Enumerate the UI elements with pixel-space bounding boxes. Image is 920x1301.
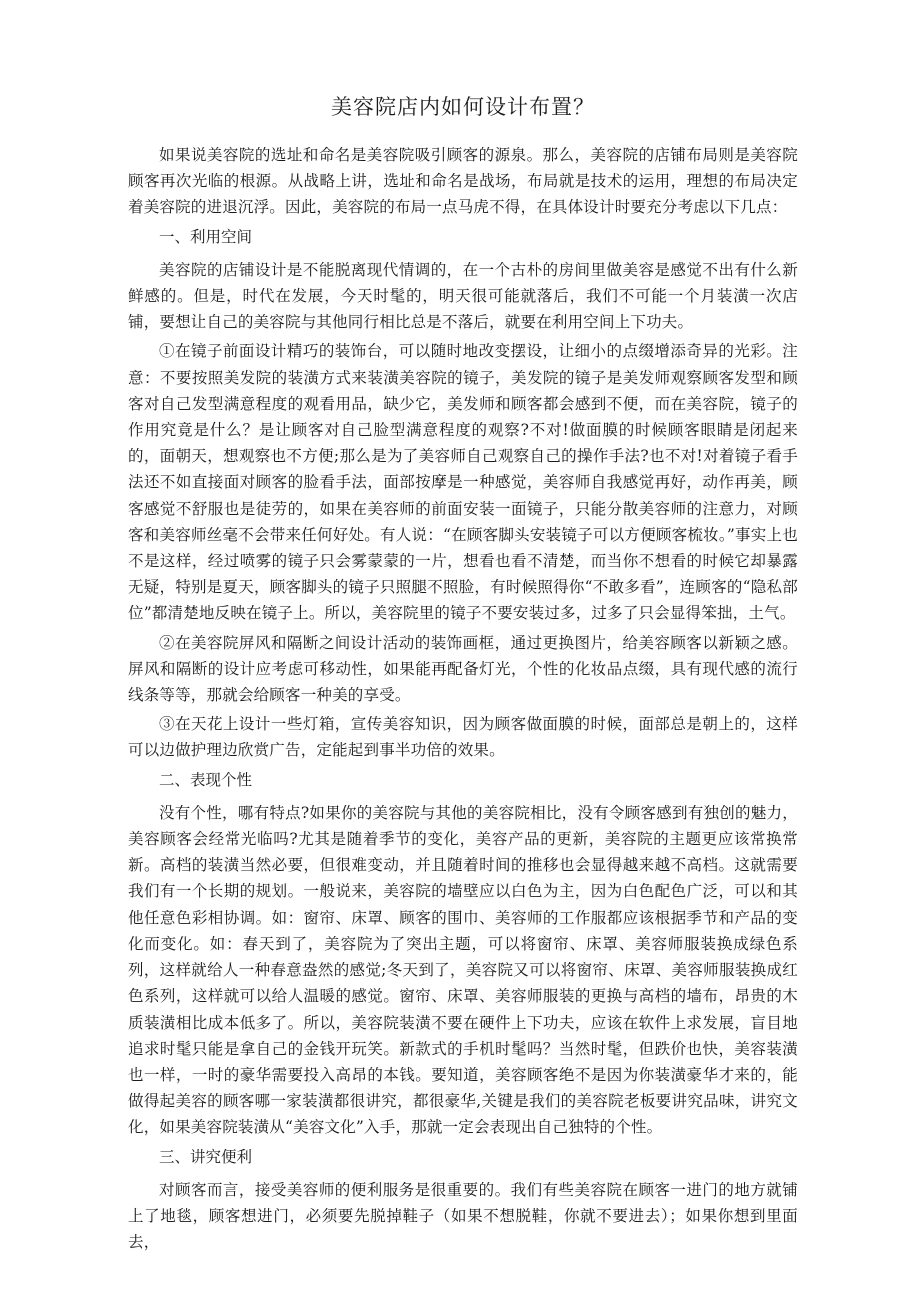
section1-paragraph-ceiling: ③在天花上设计一些灯箱，宣传美容知识，因为顾客做面膜的时候，面部总是朝上的，这样可以边做护理边欣赏广告，定能起到事半功倍的效果。	[128, 715, 798, 760]
section-heading-space: 一、利用空间	[159, 227, 253, 246]
section3-paragraph-1: 对顾客而言，接受美容师的便利服务是很重要的。我们有些美容院在顾客一进门的地方就铺上了地毯，顾客想进门，必须要先脱掉鞋子（如果不想脱鞋，你就不要进去）；如果你想到里面去，	[128, 1180, 798, 1252]
document-title: 美容院店内如何设计布置？	[331, 95, 595, 119]
section1-paragraph-screen: ②在美容院屏风和隔断之间设计活动的装饰画框，通过更换图片，给美容顾客以新颖之感。屏风和隔断的设计应考虑可移动性，如果能再配备灯光，个性的化妆品点缀，具有现代感的流行线条等等，那就会给顾客一种美的享受。	[128, 633, 798, 705]
section-heading-convenience: 三、讲究便利	[159, 1147, 253, 1166]
intro-paragraph: 如果说美容院的选址和命名是美容院吸引顾客的源泉。那么，美容院的店铺布局则是美容院顾客再次光临的根源。从战略上讲，选址和命名是战场，布局就是技术的运用，理想的布局决定着美容院的进退沉浮。因此，美容院的布局一点马虎不得，在具体设计时要充分考虑以下几点：	[128, 146, 798, 217]
section1-paragraph-1: 美容院的店铺设计是不能脱离现代情调的，在一个古朴的房间里做美容是感觉不出有什么新鲜感的。但是，时代在发展，今天时髦的，明天很可能就落后，我们不可能一个月装潢一次店铺，要想让自己的美容院与其他同行相比总是不落后，就要在利用空间上下功夫。	[128, 260, 798, 332]
section1-paragraph-mirror: ①在镜子前面设计精巧的装饰台，可以随时地改变摆设，让细小的点缀增添奇异的光彩。注意：不要按照美发院的装潢方式来装潢美容院的镜子，美发院的镜子是美发师观察顾客发型和顾客对自己发型满意程度的观看用品，缺少它，美发师和顾客都会感到不便，而在美容院，镜子的作用究竟是什么？是让顾客对自己脸型满意程度的观察?不对!做面膜的时候顾客眼睛是闭起来的，面朝天，想观察也不方便;那么是为了美容师自己观察自己的操作手法?也不对!对着镜子看手法还不如直接面对顾客的脸看手法，面部按摩是一种感觉，美容师自我感觉再好，动作再美，顾客感觉不舒服也是徒劳的，如果在美容师的前面安装一面镜子，只能分散美容师的注意力，对顾客和美容师丝毫不会带来任何好处。有人说：“在顾客脚头安装镜子可以方便顾客梳妆。”事实上也不是这样，经过喷雾的镜子只会雾蒙蒙的一片，想看也看不清楚，而当你不想看的时候它却暴露无疑，特别是夏天，顾客脚头的镜子只照腿不照脸，有时候照得你“不敢多看”，连顾客的“隐私部位”都清楚地反映在镜子上。所以，美容院里的镜子不要安装过多，过多了只会显得笨拙，土气。	[128, 342, 798, 623]
section2-paragraph-1: 没有个性，哪有特点?如果你的美容院与其他的美容院相比，没有令顾客感到有独创的魅力，美容顾客会经常光临吗?尤其是随着季节的变化，美容产品的更新，美容院的主题更应该常换常新。高档的装潢当然必要，但很难变动，并且随着时间的推移也会显得越来越不高档。这就需要我们有一个长期的规划。一般说来，美容院的墙壁应以白色为主，因为白色配色广泛，可以和其他任意色彩相协调。如：窗帘、床罩、顾客的围巾、美容师的工作服都应该根据季节和产品的变化而变化。如：春天到了，美容院为了突出主题，可以将窗帘、床罩、美容师服装换成绿色系列，这样就给人一种春意盎然的感觉;冬天到了，美容院又可以将窗帘、床罩、美容师服装换成红色系列，这样就可以给人温暖的感觉。窗帘、床罩、美容师服装的更换与高档的墙布，昂贵的木质装潢相比成本低多了。所以，美容院装潢不要在硬件上下功夫，应该在软件上求发展，盲目地追求时髦只能是拿自己的金钱开玩笑。新款式的手机时髦吗？当然时髦，但跌价也快，美容装潢也一样，一时的豪华需要投入高昂的本钱。要知道，美容顾客绝不是因为你装潢豪华才来的，能做得起美容的顾客哪一家装潢都很讲究，都很豪华,关键是我们的美容院老板要讲究品味，讲究文化，如果美容院装潢从“美容文化”入手，那就一定会表现出自己独特的个性。	[128, 803, 798, 1137]
section-heading-personality: 二、表现个性	[159, 770, 253, 789]
